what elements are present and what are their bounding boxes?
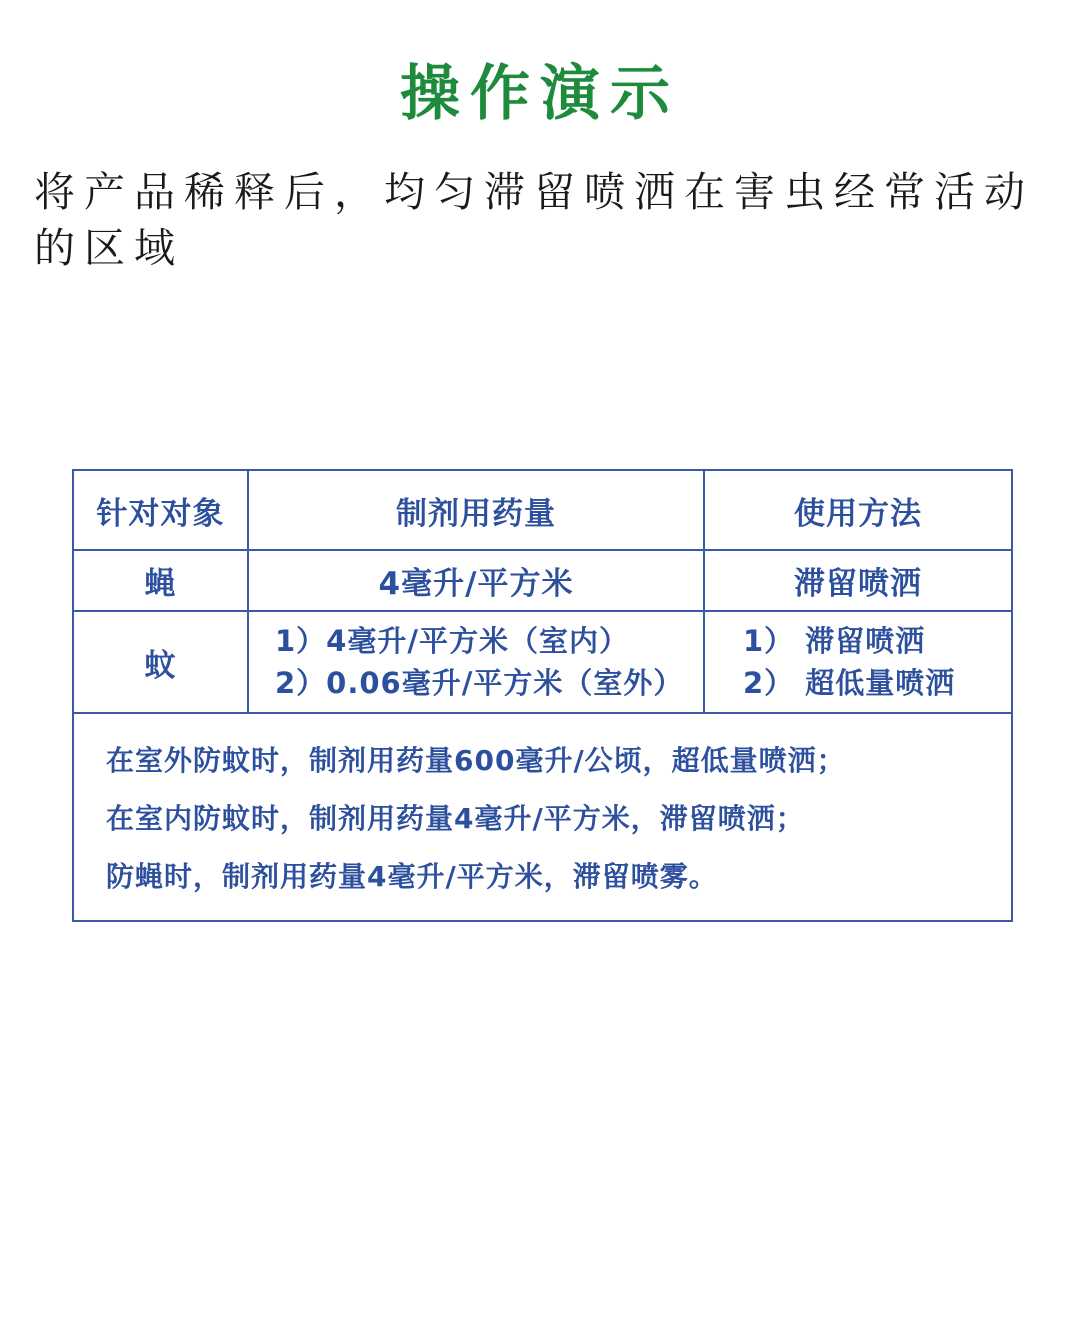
table-row — [74, 551, 1011, 612]
dosage-line: 2）0.06毫升/平方米（室外） — [275, 666, 684, 700]
table-notes — [74, 714, 1011, 920]
intro-text: 将产品稀释后，均匀滞留喷洒在害虫经常活动的区域 — [34, 168, 1034, 272]
method-cell — [705, 612, 1011, 712]
note-line: 防蝇时，制剂用药量4毫升/平方米，滞留喷雾。 — [106, 860, 718, 893]
dosage-cell: 4毫升/平方米 — [249, 551, 705, 610]
method-line: 1） 滞留喷洒 — [743, 624, 926, 658]
page-title: 操作演示 — [400, 59, 680, 129]
header-dosage: 制剂用药量 — [249, 471, 705, 549]
dosage-cell — [249, 612, 705, 712]
target-cell: 蚊 — [74, 612, 249, 712]
method-line: 2） 超低量喷洒 — [743, 666, 956, 700]
note-line: 在室内防蚊时，制剂用药量4毫升/平方米，滞留喷洒； — [106, 802, 805, 835]
usage-table — [72, 469, 1013, 922]
header-method: 使用方法 — [794, 495, 922, 532]
header-target: 针对对象 — [74, 471, 249, 549]
table-row — [74, 612, 1011, 714]
table-header-row — [74, 471, 1011, 551]
target-cell: 蝇 — [74, 551, 249, 610]
note-line: 在室外防蚊时，制剂用药量600毫升/公顷，超低量喷洒； — [106, 744, 846, 777]
dosage-line: 1）4毫升/平方米（室内） — [275, 624, 629, 658]
method-cell: 滞留喷洒 — [794, 566, 922, 602]
